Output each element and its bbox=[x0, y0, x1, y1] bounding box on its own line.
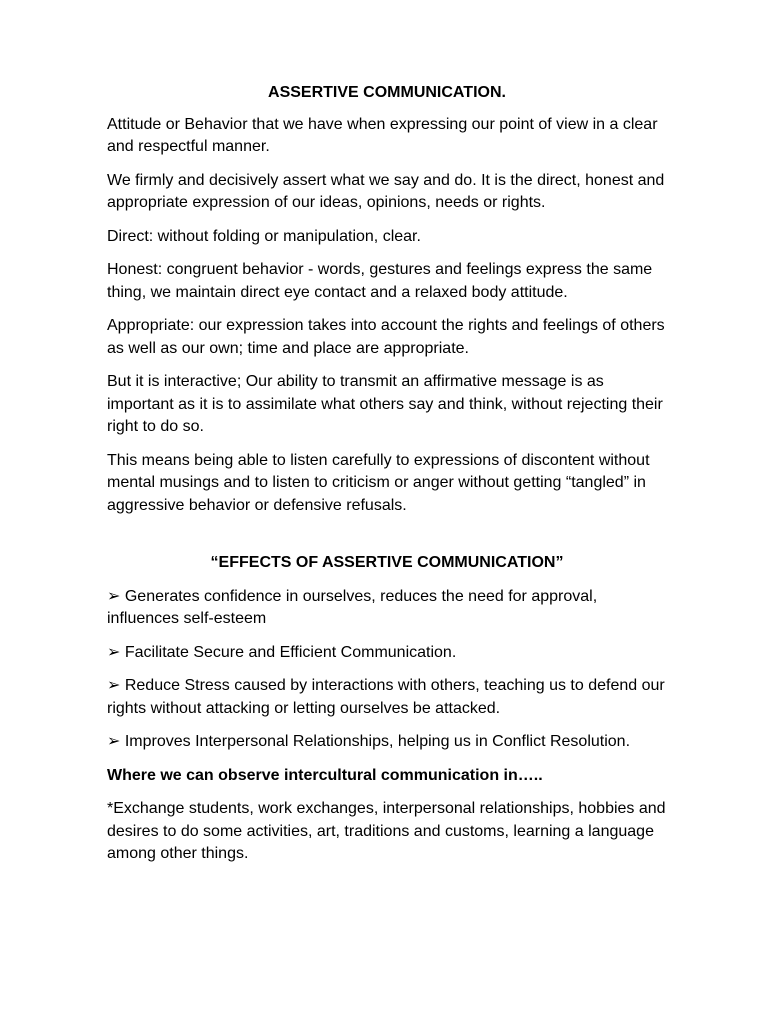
effects-heading: “EFFECTS OF ASSERTIVE COMMUNICATION” bbox=[210, 554, 564, 571]
intercultural-heading: Where we can observe intercultural communication in….. bbox=[107, 766, 543, 784]
appropriate-paragraph: Appropriate: our expression takes into account the rights and feelings of others as well as our own; time and place are appropriate. bbox=[107, 317, 665, 357]
section-spacer bbox=[107, 528, 667, 552]
effect-item: ➢ Generates confidence in ourselves, reduces the need for approval, influences self-esteem bbox=[107, 587, 598, 627]
document-title: ASSERTIVE COMMUNICATION. bbox=[268, 84, 506, 101]
document-page bbox=[107, 82, 667, 877]
definition-paragraph: Attitude or Behavior that we have when expressing our point of view in a clear and respectful manner. bbox=[107, 115, 658, 155]
effect-item: ➢ Improves Interpersonal Relationships, helping us in Conflict Resolution. bbox=[107, 733, 631, 750]
listening-paragraph: This means being able to listen carefully to expressions of discontent without mental musings and to listen to criticism or anger without getting “tangled” in aggressive behavior or defensive refusals. bbox=[107, 451, 650, 514]
direct-paragraph: Direct: without folding or manipulation, clear. bbox=[107, 227, 421, 245]
effect-item: ➢ Facilitate Secure and Efficient Communication. bbox=[107, 643, 457, 661]
assert-paragraph: We firmly and decisively assert what we say and do. It is the direct, honest and appropriate expression of our ideas, opinions, needs or rights. bbox=[107, 171, 665, 211]
interactive-paragraph: But it is interactive; Our ability to transmit an affirmative message is as important as it is to assimilate what others say and think, without rejecting their right to do so. bbox=[107, 373, 663, 435]
effect-item: ➢ Reduce Stress caused by interactions with others, teaching us to defend our rights without attacking or letting ourselves be attacked. bbox=[107, 677, 665, 717]
intercultural-paragraph: *Exchange students, work exchanges, interpersonal relationships, hobbies and desires to do some activities, art, traditions and customs, learning a language among other things. bbox=[107, 800, 666, 862]
honest-paragraph: Honest: congruent behavior - words, gestures and feelings express the same thing, we maintain direct eye contact and a relaxed body attitude. bbox=[107, 261, 653, 301]
